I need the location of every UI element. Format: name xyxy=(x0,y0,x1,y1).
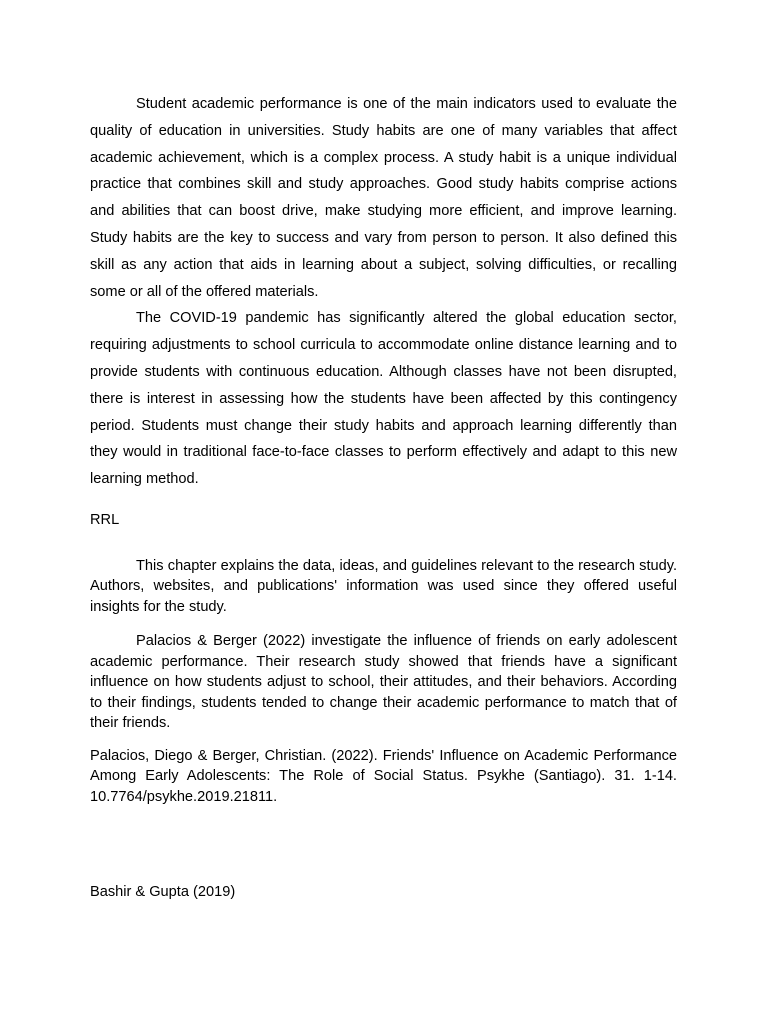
intro-paragraph-study-habits: Student academic performance is one of the main indicators used to evaluate the quality of education in universities. Study habits are one of many variables that affect academic achievement, which is a complex process. A study habit is a unique individual practice that combines skill and study approaches. Good study habits comprise actions and abilities that can boost drive, make studying more efficient, and improve learning. Study habits are the key to success and vary from person to person. It also defined this skill as any action that aids in learning about a subject, solving difficulties, or recalling some or all of the offered materials. xyxy=(90,96,677,300)
reference-entry: Palacios, Diego & Berger, Christian. (2022). Friends' Influence on Academic Performance Among Early Adolescents: The Role of Social Status. Psykhe (Santiago). 31. 1-14. 10.7764/psykhe.2019.21811. xyxy=(90,747,677,805)
rrl-paragraph-palacios-berger: Palacios & Berger (2022) investigate the influence of friends on early adolescent academic performance. Their research study showed that friends have a significant influence on how students adjust to school, their attitudes, and their behaviors. According to their findings, students tended to change their academic performance to match that of their friends. xyxy=(90,633,677,732)
next-citation-heading: Bashir & Gupta (2019) xyxy=(90,884,236,901)
section-heading-rrl: RRL xyxy=(90,511,120,528)
rrl-paragraph-chapter-intro: This chapter explains the data, ideas, and guidelines relevant to the research study. Authors, websites, and publications' information was used since they offered useful insights for the study. xyxy=(90,557,677,615)
document-page xyxy=(90,91,677,902)
intro-paragraph-covid: The COVID-19 pandemic has significantly altered the global education sector, requiring adjustments to school curricula to accommodate online distance learning and to provide students with continuous education. Although classes have not been disrupted, there is interest in assessing how the students have been affected by this contingency period. Students must change their study habits and approach learning differently than they would in traditional face-to-face classes to perform effectively and adapt to this new learning method. xyxy=(90,310,677,488)
